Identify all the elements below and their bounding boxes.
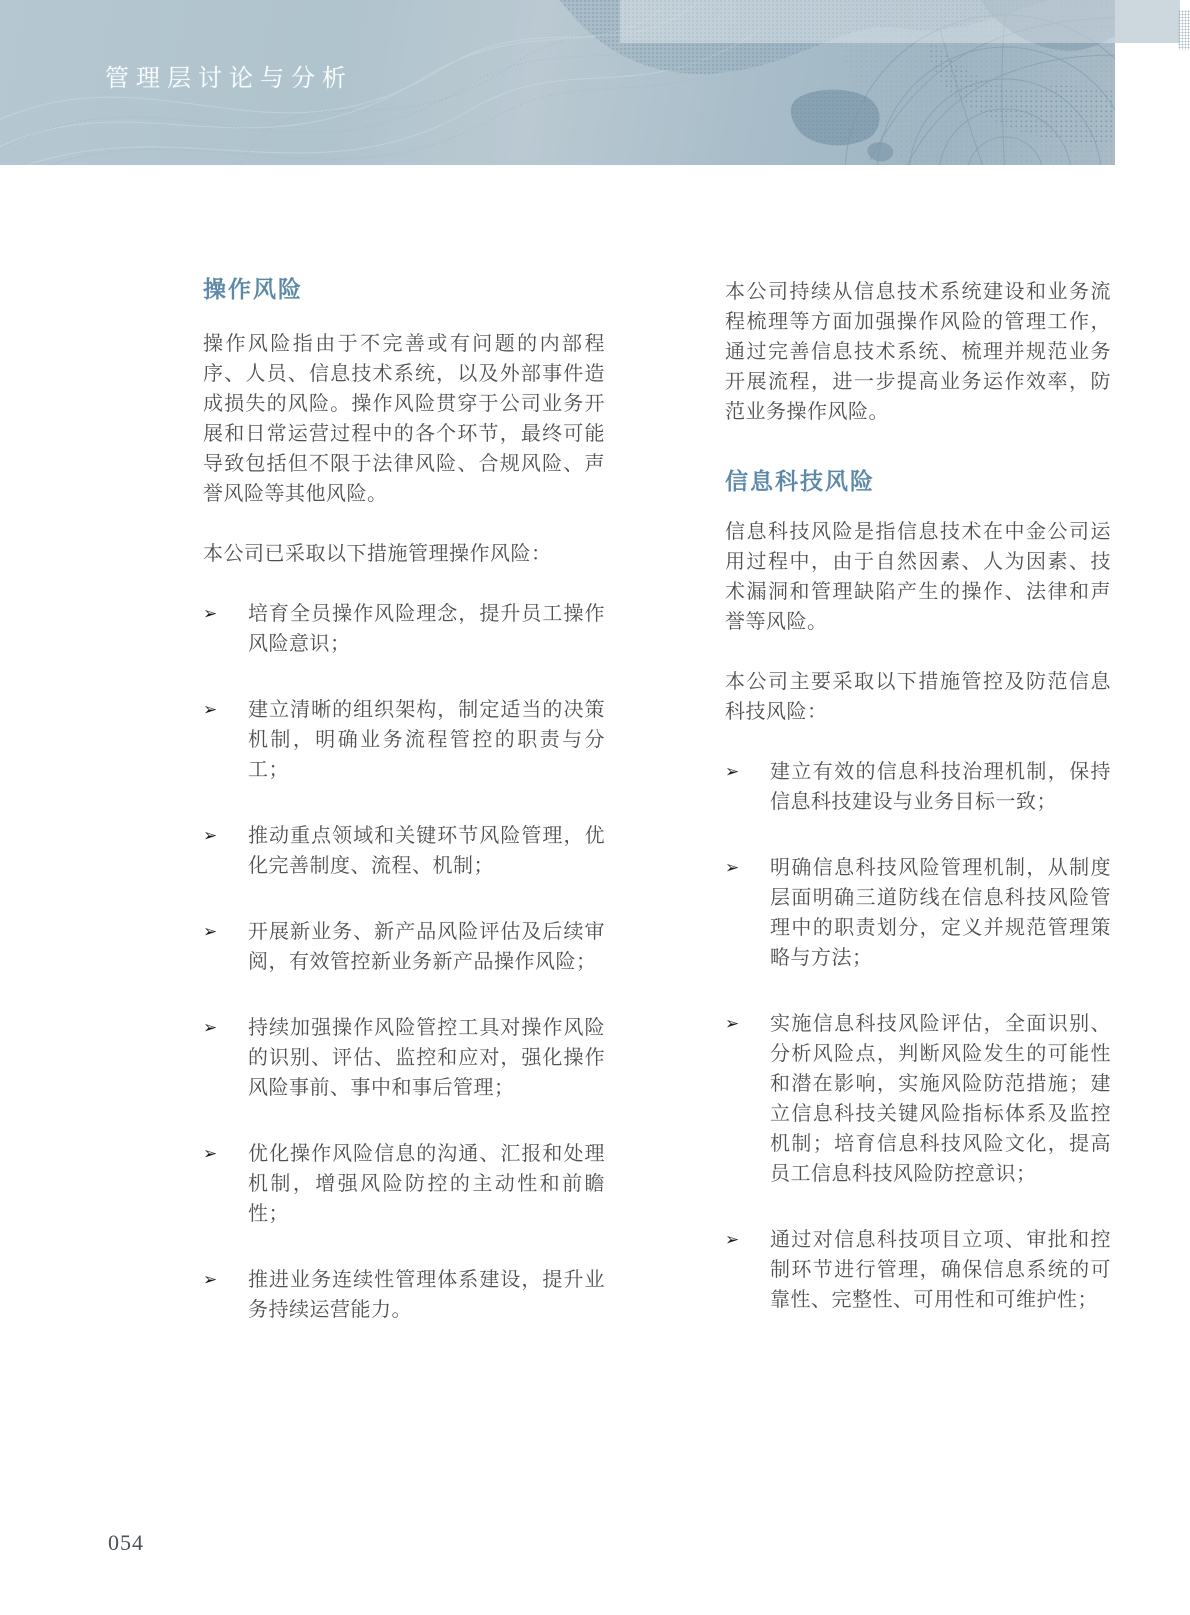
bullet-text: 持续加强操作风险管控工具对操作风险的识别、评估、监控和应对，强化操作风险事前、事中和事后管理； bbox=[248, 1017, 605, 1099]
paragraph: 本公司已采取以下措施管理操作风险： bbox=[203, 543, 552, 565]
list-item bbox=[725, 757, 1111, 817]
bullet-arrow-icon: ➢ bbox=[725, 858, 740, 877]
list-item bbox=[725, 1009, 1111, 1189]
right-column bbox=[725, 265, 1111, 1351]
paragraph: 本公司主要采取以下措施管控及防范信息科技风险： bbox=[725, 671, 1111, 723]
bullet-arrow-icon: ➢ bbox=[203, 700, 218, 719]
bullet-text: 明确信息科技风险管理机制，从制度层面明确三道防线在信息科技风险管理中的职责划分，定义并规范管理策略与方法； bbox=[770, 857, 1111, 969]
bullet-arrow-icon: ➢ bbox=[203, 1270, 218, 1289]
bullet-text: 推进业务连续性管理体系建设，提升业务持续运营能力。 bbox=[248, 1269, 605, 1321]
left-paragraphs bbox=[203, 329, 605, 569]
bullet-text: 优化操作风险信息的沟通、汇报和处理机制，增强风险防控的主动性和前瞻性； bbox=[248, 1143, 605, 1225]
section-heading-it-risk: 信息科技风险 bbox=[725, 468, 875, 494]
bullet-arrow-icon: ➢ bbox=[203, 1144, 218, 1163]
header-light-strip bbox=[620, 0, 1115, 43]
bullet-text: 培育全员操作风险理念，提升员工操作风险意识； bbox=[248, 603, 605, 655]
list-item bbox=[203, 599, 605, 659]
bullet-arrow-icon: ➢ bbox=[725, 1014, 740, 1033]
bullet-text: 建立清晰的组织架构，制定适当的决策机制，明确业务流程管控的职责与分工； bbox=[248, 699, 605, 781]
list-item bbox=[725, 1225, 1111, 1315]
bullet-arrow-icon: ➢ bbox=[203, 604, 218, 623]
list-item bbox=[203, 695, 605, 785]
bullet-text: 实施信息科技风险评估，全面识别、分析风险点，判断风险发生的可能性和潜在影响，实施风险防范措施；建立信息科技关键风险指标体系及监控机制；培育信息科技风险文化，提高员工信息科技风险防控意识； bbox=[770, 1013, 1111, 1185]
right-bullet-list bbox=[725, 757, 1111, 1315]
page-header-title: 管理层讨论与分析 bbox=[105, 66, 353, 92]
paragraph: 操作风险指由于不完善或有问题的内部程序、人员、信息技术系统，以及外部事件造成损失的风险。操作风险贯穿于公司业务开展和日常运营过程中的各个环节，最终可能导致包括但不限于法律风险、合规风险、声誉风险等其他风险。 bbox=[203, 333, 605, 505]
bullet-arrow-icon: ➢ bbox=[203, 922, 218, 941]
bullet-text: 通过对信息科技项目立项、审批和控制环节进行管理，确保信息系统的可靠性、完整性、可用性和可维护性； bbox=[770, 1229, 1111, 1311]
list-item bbox=[203, 1265, 605, 1325]
bullet-arrow-icon: ➢ bbox=[203, 826, 218, 845]
list-item bbox=[203, 1139, 605, 1229]
paragraph: 本公司持续从信息技术系统建设和业务流程梳理等方面加强操作风险的管理工作，通过完善信息技术系统、梳理并规范业务开展流程，进一步提高业务运作效率，防范业务操作风险。 bbox=[725, 281, 1111, 423]
left-column bbox=[203, 265, 605, 1361]
page-number: 054 bbox=[108, 1530, 144, 1555]
bullet-text: 开展新业务、新产品风险评估及后续审阅，有效管控新业务新产品操作风险； bbox=[248, 921, 605, 973]
bullet-text: 建立有效的信息科技治理机制，保持信息科技建设与业务目标一致； bbox=[770, 761, 1111, 813]
bullet-arrow-icon: ➢ bbox=[203, 1018, 218, 1037]
corner-dot-texture bbox=[1178, 10, 1190, 50]
list-item bbox=[203, 917, 605, 977]
list-item bbox=[725, 853, 1111, 973]
section-heading-operational-risk: 操作风险 bbox=[203, 276, 303, 302]
list-item bbox=[203, 821, 605, 881]
left-bullet-list bbox=[203, 599, 605, 1325]
bullet-arrow-icon: ➢ bbox=[725, 1230, 740, 1249]
header-light-strip-extension bbox=[1115, 0, 1180, 43]
right-paragraphs bbox=[725, 517, 1111, 727]
paragraph: 信息科技风险是指信息技术在中金公司运用过程中，由于自然因素、人为因素、技术漏洞和管理缺陷产生的操作、法律和声誉等风险。 bbox=[725, 521, 1111, 633]
list-item bbox=[203, 1013, 605, 1103]
bullet-arrow-icon: ➢ bbox=[725, 762, 740, 781]
bullet-text: 推动重点领域和关键环节风险管理，优化完善制度、流程、机制； bbox=[248, 825, 605, 877]
